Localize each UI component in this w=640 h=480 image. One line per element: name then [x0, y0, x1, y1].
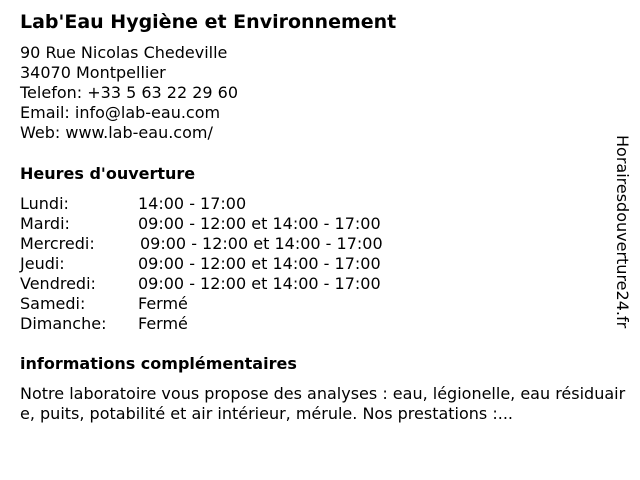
description-text: Notre laboratoire vous propose des analyses : eau, légionelle, eau résiduaire, puits, potabilité et air intérieur, mérule. Nos prestations :... — [20, 384, 626, 423]
day-hours: 09:00 - 12:00 et 14:00 - 17:00 — [140, 234, 383, 253]
day-hours: Fermé — [138, 294, 188, 313]
website: Web: www.lab-eau.com/ — [20, 123, 213, 142]
day-hours: 09:00 - 12:00 et 14:00 - 17:00 — [138, 274, 381, 293]
day-label: Jeudi: — [20, 254, 65, 273]
day-hours: 09:00 - 12:00 et 14:00 - 17:00 — [138, 214, 381, 233]
phone: Telefon: +33 5 63 22 29 60 — [20, 83, 239, 102]
site-watermark: Horairesdouverture24.fr — [613, 135, 632, 329]
day-hours: 09:00 - 12:00 et 14:00 - 17:00 — [138, 254, 381, 273]
day-hours: Fermé — [138, 314, 188, 333]
street-address: 90 Rue Nicolas Chedeville — [20, 43, 228, 62]
day-label: Dimanche: — [20, 314, 107, 333]
address-block — [20, 43, 238, 143]
day-label: Mercredi: — [20, 234, 95, 253]
day-hours: 14:00 - 17:00 — [138, 194, 247, 213]
day-label: Vendredi: — [20, 274, 96, 293]
email: Email: info@lab-eau.com — [20, 103, 221, 122]
day-label: Mardi: — [20, 214, 70, 233]
business-name: Lab'Eau Hygiène et Environnement — [20, 11, 397, 33]
additional-info-heading: informations complémentaires — [20, 354, 297, 373]
city: 34070 Montpellier — [20, 63, 166, 82]
day-label: Lundi: — [20, 194, 69, 213]
day-label: Samedi: — [20, 294, 86, 313]
opening-hours-heading: Heures d'ouverture — [20, 164, 196, 183]
